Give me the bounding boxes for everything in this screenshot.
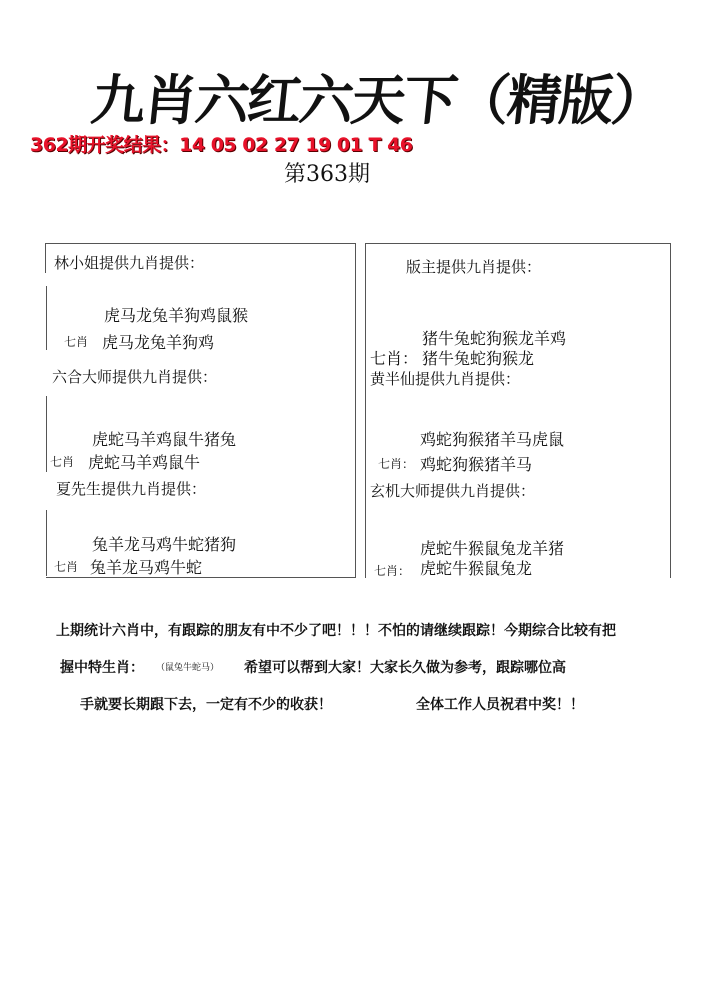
seven-zodiac-right-3: 虎蛇牛猴鼠兔龙: [420, 559, 533, 578]
seven-zodiac-label-right-2: 七肖：: [378, 457, 415, 471]
seven-zodiac-label-left-3: 七肖: [54, 560, 79, 574]
provider-header-left-3: 夏先生提供九肖提供：: [56, 480, 207, 498]
footer-line-3-end: 全体工作人员祝君中奖！！: [416, 697, 584, 713]
nine-zodiac-left-2: 虎蛇马羊鸡鼠牛猪兔: [92, 430, 237, 449]
frame-center-left: [355, 243, 356, 578]
frame-center-right: [365, 243, 366, 578]
frame-left-edge-2: [46, 396, 47, 472]
seven-zodiac-right-2: 鸡蛇狗猴猪羊马: [420, 455, 533, 474]
seven-zodiac-label-left-1: 七肖: [64, 335, 89, 349]
provider-header-right-3: 玄机大师提供九肖提供：: [370, 482, 536, 500]
previous-draw-result: 362期开奖结果：14 05 02 27 19 01 T 46: [30, 134, 413, 156]
nine-zodiac-right-2: 鸡蛇狗猴猪羊马虎鼠: [420, 430, 565, 449]
provider-header-left-2: 六合大师提供九肖提供：: [52, 368, 218, 386]
seven-zodiac-left-2: 虎蛇马羊鸡鼠牛: [88, 453, 201, 472]
seven-zodiac-label-right-1: 七肖：: [370, 349, 419, 368]
nine-zodiac-left-3: 兔羊龙马鸡牛蛇猪狗: [92, 535, 237, 554]
footer-line-2-end: 希望可以帮到大家！大家长久做为参考，跟踪哪位高: [244, 660, 566, 676]
seven-zodiac-label-right-3: 七肖：: [374, 564, 411, 578]
footer-line-2-start: 握中特生肖：: [60, 660, 144, 676]
footer-special-zodiac-hint: （鼠兔牛蛇马）: [156, 663, 220, 673]
provider-header-left-1: 林小姐提供九肖提供：: [54, 254, 205, 272]
frame-left-edge-3: [46, 510, 47, 576]
footer-line-1: 上期统计六肖中，有跟踪的朋友有中不少了吧！！！不怕的请继续跟踪！今期综合比较有把: [56, 623, 616, 639]
provider-header-right-1: 版主提供九肖提供：: [406, 258, 542, 276]
frame-right-edge: [670, 243, 671, 578]
frame-top-left: [45, 243, 355, 244]
page-title: 九肖六红六天下（精版）: [88, 69, 667, 132]
footer-line-3-start: 手就要长期跟下去，一定有不少的收获！: [80, 697, 332, 713]
seven-zodiac-right-1: 猪牛兔蛇狗猴龙: [422, 349, 535, 368]
frame-top-right: [365, 243, 670, 244]
issue-number: 第363期: [284, 162, 370, 187]
seven-zodiac-label-left-2: 七肖: [50, 455, 75, 469]
frame-left-edge-1: [46, 286, 47, 350]
frame-left-edge-top: [45, 243, 46, 273]
nine-zodiac-right-3: 虎蛇牛猴鼠兔龙羊猪: [420, 539, 565, 558]
nine-zodiac-right-1: 猪牛兔蛇狗猴龙羊鸡: [422, 329, 567, 348]
seven-zodiac-left-1: 虎马龙兔羊狗鸡: [102, 333, 215, 352]
provider-header-right-2: 黄半仙提供九肖提供：: [370, 370, 521, 388]
nine-zodiac-left-1: 虎马龙兔羊狗鸡鼠猴: [104, 306, 249, 325]
seven-zodiac-left-3: 兔羊龙马鸡牛蛇: [90, 558, 203, 577]
